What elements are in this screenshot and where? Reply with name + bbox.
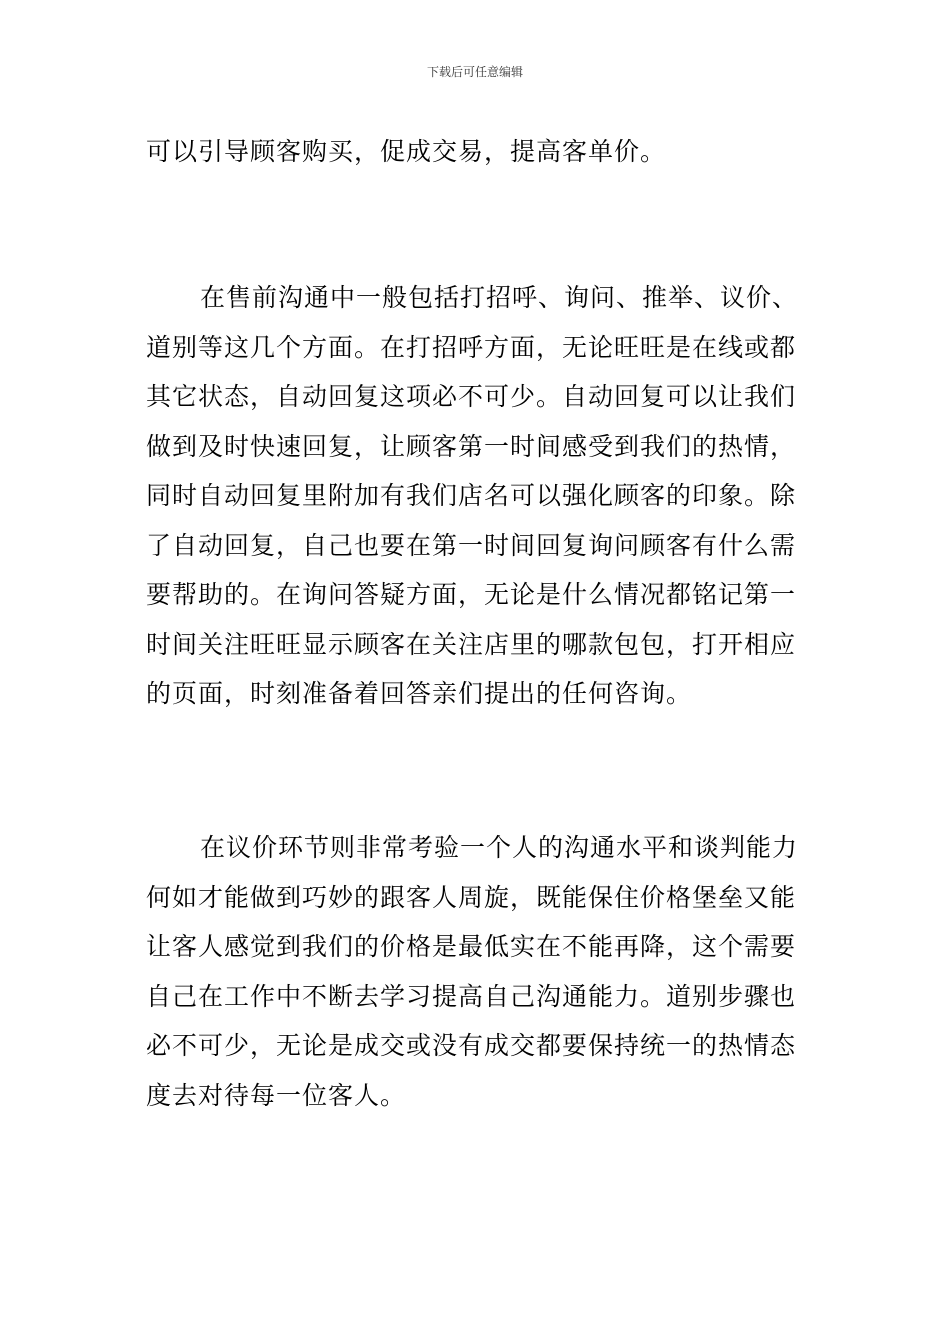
text-line: 可以引导顾客购买，促成交易，提高客单价。 xyxy=(146,137,667,166)
text-line: 必不可少，无论是成交或没有成交都要保持统一的热情态 xyxy=(146,1031,797,1060)
page-header: 下载后可任意编辑 xyxy=(426,65,523,79)
paragraph-presale-communication xyxy=(146,273,810,719)
text-line: 的页面，时刻准备着回答亲们提出的任何咨询。 xyxy=(146,679,693,708)
text-line: 在议价环节则非常考验一个人的沟通水平和谈判能力 xyxy=(200,833,799,862)
text-line: 同时自动回复里附加有我们店名可以强化顾客的印象。除 xyxy=(146,481,797,510)
text-line: 度去对待每一位客人。 xyxy=(146,1080,407,1110)
text-line: 在售前沟通中一般包括打招呼、询问、推举、议价、 xyxy=(200,283,799,312)
paragraph-continuation xyxy=(146,127,810,177)
text-line: 道别等这几个方面。在打招呼方面，无论旺旺是在线或都 xyxy=(146,332,797,362)
text-line: 让客人感觉到我们的价格是最低实在不能再降，这个需要 xyxy=(146,932,797,961)
paragraph-price-negotiation xyxy=(146,823,810,1120)
text-line: 时间关注旺旺显示顾客在关注店里的哪款包包，打开相应 xyxy=(146,629,797,659)
text-line: 了自动回复，自己也要在第一时间回复询问顾客有什么需 xyxy=(146,530,797,560)
text-line: 何如才能做到巧妙的跟客人周旋，既能保住价格堡垒又能 xyxy=(146,882,797,912)
text-line: 其它状态，自动回复这项必不可少。自动回复可以让我们 xyxy=(146,382,797,411)
text-line: 做到及时快速回复，让顾客第一时间感受到我们的热情， xyxy=(146,431,797,461)
text-line: 要帮助的。在询问答疑方面，无论是什么情况都铭记第一 xyxy=(146,580,797,609)
text-line: 自己在工作中不断去学习提高自己沟通能力。道别步骤也 xyxy=(146,981,797,1011)
